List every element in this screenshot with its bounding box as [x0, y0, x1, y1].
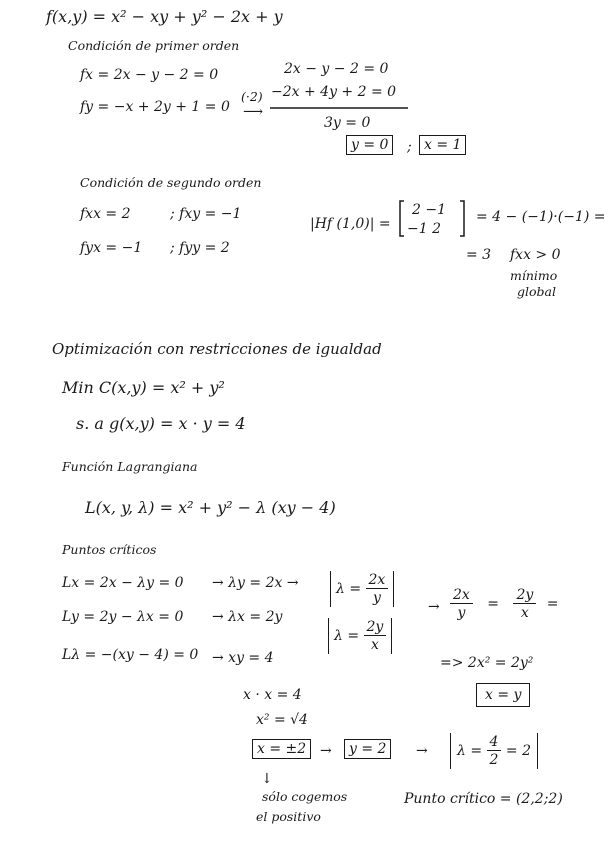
second-order-condition: fxx > 0	[510, 247, 561, 263]
solution-x: x = 1	[419, 138, 466, 152]
note-line-1: sólo cogemos	[262, 789, 348, 804]
partial-Llambda: Lλ = −(xy − 4) = 0	[62, 647, 199, 663]
first-order-heading: Condición de primer orden	[68, 38, 240, 53]
second-partial-fxy: ; fxy = −1	[170, 206, 242, 222]
hessian-rhs: = 4 − (−1)·(−1) =	[476, 209, 606, 225]
second-order-heading: Condición de segundo orden	[80, 175, 262, 190]
hessian-matrix-row-1: 2 −1	[412, 202, 446, 218]
arrow-right: ⟶	[243, 104, 264, 120]
hessian-right-bracket	[460, 201, 464, 236]
lambda-solution: λ = $\frac{4}{2}$ = 2	[450, 733, 538, 769]
objective-function: Min C(x,y) = x² + y²	[62, 378, 225, 397]
hessian-lhs: |Hf (1,0)| =	[310, 216, 391, 232]
lx-derivation: → λy = 2x →	[212, 575, 299, 591]
hessian-matrix-row-2: −1 2	[407, 221, 441, 237]
second-partial-fyx: fyx = −1	[80, 240, 143, 256]
conclusion-line-2: global	[517, 284, 556, 299]
hessian-value: = 3	[466, 247, 492, 263]
squared-equation: => 2x² = 2y²	[440, 655, 534, 671]
partial-Lx: Lx = 2x − λy = 0	[62, 575, 184, 591]
equality-arrow: →	[428, 599, 440, 615]
solution-y: y = 0	[346, 138, 393, 152]
partial-fy: fy = −x + 2y + 1 = 0	[80, 99, 230, 115]
arrow-to-y: →	[320, 743, 332, 759]
conclusion-line-1: mínimo	[510, 268, 558, 283]
critical-points-heading: Puntos críticos	[62, 542, 157, 557]
hessian-left-bracket	[400, 201, 404, 236]
x-equals-y: x = y	[476, 688, 530, 702]
partial-Ly: Ly = 2y − λx = 0	[62, 609, 184, 625]
solution-separator: ;	[407, 139, 412, 155]
second-partial-fyy: ; fyy = 2	[170, 240, 230, 256]
system-result: 3y = 0	[324, 115, 371, 131]
lambda-from-ly: λ = $\frac{2y}{x}$	[328, 618, 392, 654]
y-solution: y = 2	[344, 742, 391, 756]
lagrangian-function: L(x, y, λ) = x² + y² − λ (xy − 4)	[85, 498, 336, 517]
system-line-1: 2x − y − 2 = 0	[284, 61, 389, 77]
section-title: Optimización con restricciones de igualdad	[52, 340, 382, 358]
x-solution: x = ±2	[252, 742, 311, 756]
substitution-step: x · x = 4	[243, 687, 302, 703]
llambda-derivation: → xy = 4	[212, 650, 274, 666]
lambda-from-lx: λ = $\frac{2x}{y}$	[330, 571, 394, 607]
note-line-2: el positivo	[256, 809, 321, 824]
down-arrow-icon: ↓	[261, 771, 273, 787]
arrow-to-lambda: →	[416, 743, 428, 759]
second-partial-fxx: fxx = 2	[80, 206, 131, 222]
constraint: s. a g(x,y) = x · y = 4	[76, 414, 246, 433]
equated-fractions: $\frac{2x}{y}$ = $\frac{2y}{x}$ =	[450, 588, 558, 620]
system-line-2: −2x + 4y + 2 = 0	[271, 84, 397, 100]
partial-fx: fx = 2x − y − 2 = 0	[80, 67, 219, 83]
ly-derivation: → λx = 2y	[212, 609, 283, 625]
multiplier-label: (·2)	[241, 89, 263, 104]
critical-point-result: Punto crítico = (2,2;2)	[404, 791, 563, 807]
sqrt-step: x² = √4	[256, 712, 308, 728]
function-definition: f(x,y) = x² − xy + y² − 2x + y	[46, 7, 283, 26]
lagrangian-heading: Función Lagrangiana	[62, 459, 198, 474]
